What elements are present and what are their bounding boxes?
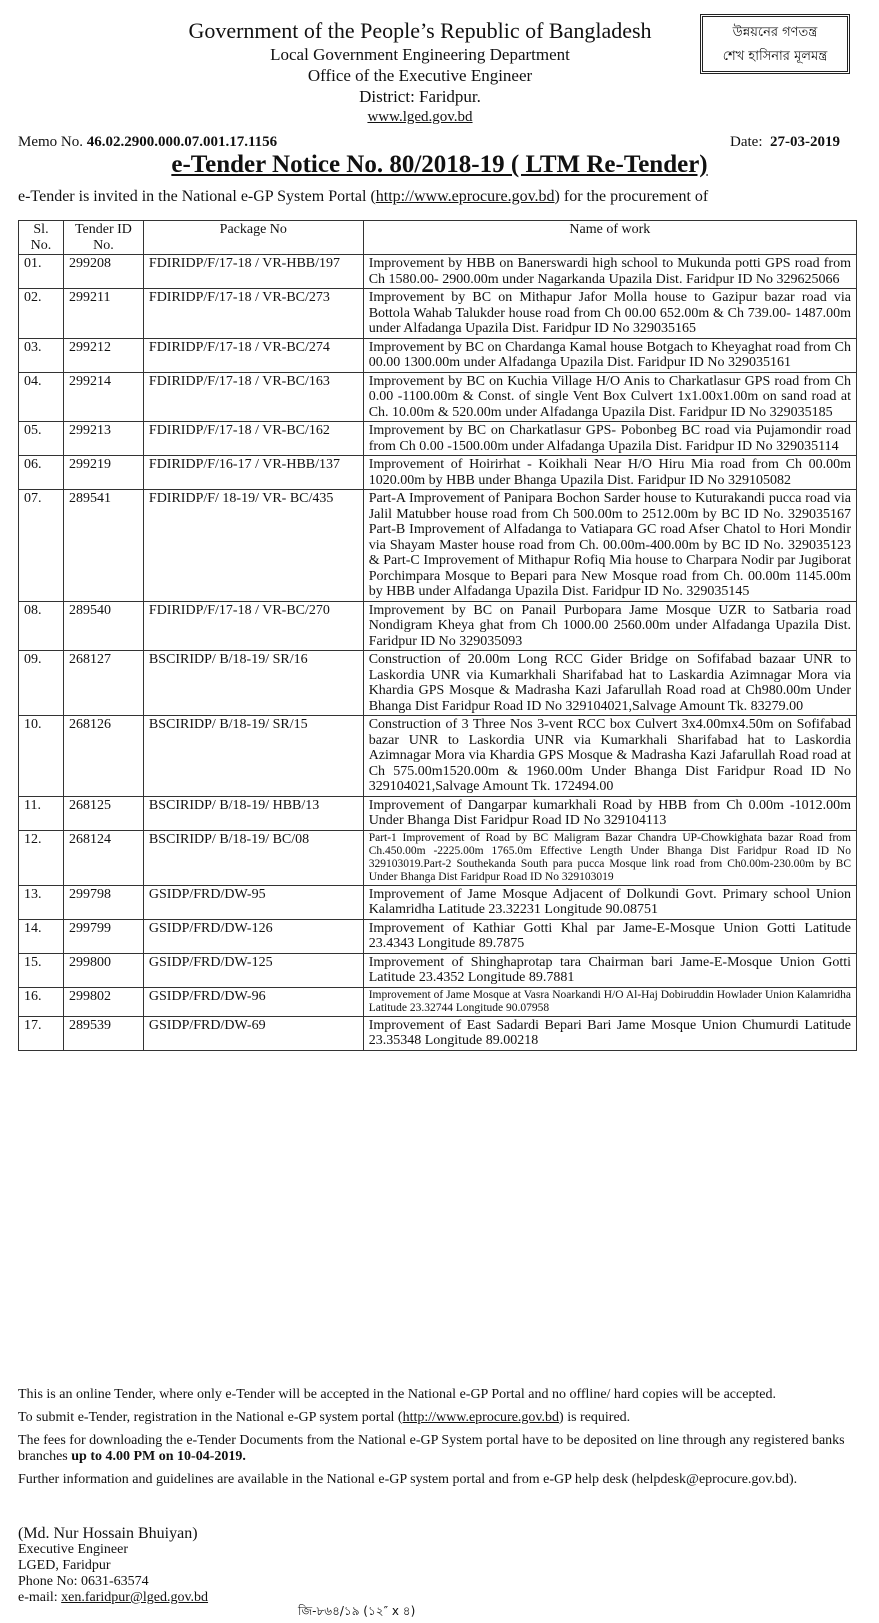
cell-sl: 15. xyxy=(19,953,64,987)
cell-package: BSCIRIDP/ B/18-19/ SR/16 xyxy=(143,651,363,716)
slogan-line-2: শেখ হাসিনার মূলমন্ত্র xyxy=(722,49,828,64)
cell-sl: 05. xyxy=(19,422,64,456)
cell-package: GSIDP/FRD/DW-95 xyxy=(143,885,363,919)
note-fees xyxy=(18,1433,858,1465)
cell-tender-id: 268127 xyxy=(63,651,143,716)
table-row xyxy=(19,830,857,885)
cell-work: Improvement of East Sadardi Bepari Bari Jame Mosque Union Chumurdi Latitude 23.35348 Longitude 89.00218 xyxy=(363,1016,856,1050)
cell-work: Part-1 Improvement of Road by BC Maligram Bazar Chandra UP-Chowkighata bazar Road from Ch.450.00m -2225.00m 1765.0m Effective Length Under Bhanga Dist Faridpur Road ID No 329103019.Part-2 Southekanda South para pucca Mosque link road from Ch0.00m-230.00m by BC Under Bhanga Dist Faridpur Road ID No 329103019 xyxy=(363,830,856,885)
cell-tender-id: 289540 xyxy=(63,601,143,651)
note-registration-after: ) is required. xyxy=(559,1410,631,1425)
cell-tender-id: 299219 xyxy=(63,456,143,490)
cell-tender-id: 299798 xyxy=(63,885,143,919)
cell-work: Improvement by BC on Chardanga Kamal house Botgach to Kheyaghat road from Ch 00.00 1300.00m under Alfadanga Upazila Dist. Faridpur ID No 329035161 xyxy=(363,338,856,372)
signatory-office: LGED, Faridpur xyxy=(18,1558,111,1573)
cell-tender-id: 268126 xyxy=(63,716,143,797)
cell-sl: 12. xyxy=(19,830,64,885)
cell-tender-id: 299800 xyxy=(63,953,143,987)
cell-work: Improvement by BC on Kuchia Village H/O Anis to Charkatlasur GPS road from Ch 0.00 -1100.00m & Const. of single Vent Box Culvert 1x1.00x1.00m on sand road at Ch. 10.00m & 520.00m under Alfadanga Upazila Dist. Faridpur ID No 329035185 xyxy=(363,372,856,422)
intro-after: ) for the procurement of xyxy=(554,188,709,205)
cell-package: FDIRIDP/F/17-18 / VR-BC/273 xyxy=(143,289,363,339)
cell-work: Improvement of Jame Mosque at Vasra Noarkandi H/O Al-Haj Dobiruddin Howlader Union Kalamridha Latitude 23.32744 Longitude 90.07958 xyxy=(363,987,856,1016)
table-row xyxy=(19,601,857,651)
cell-work: Construction of 20.00m Long RCC Gider Bridge on Sofifabad bazaar UNR to Laskordia UNR via Kumarkhali Sharifabad hat to Laskardia Azimnagar Mora via Khardia GPS Mosque & Madrasha Kazi Jafarullah Road road at Ch980.00m Under Bhanga Dist Faridpur Road ID No 329104021,Salvage Amount Tk. 83279.00 xyxy=(363,651,856,716)
cell-sl: 01. xyxy=(19,255,64,289)
registration-link[interactable]: http://www.eprocure.gov.bd xyxy=(402,1410,560,1425)
note-helpdesk: Further information and guidelines are available in the National e-GP system portal and from e-GP help desk (helpdesk@eprocure.gov.bd). xyxy=(18,1472,798,1487)
table-header-row xyxy=(19,221,857,255)
signatory-phone: Phone No: 0631-63574 xyxy=(18,1574,149,1589)
office-name: Office of the Executive Engineer xyxy=(307,66,533,85)
department-name: Local Government Engineering Department xyxy=(270,45,570,64)
table-row xyxy=(19,338,857,372)
cell-package: GSIDP/FRD/DW-69 xyxy=(143,1016,363,1050)
table-row xyxy=(19,490,857,602)
cell-sl: 03. xyxy=(19,338,64,372)
cell-work: Improvement of Kathiar Gotti Khal par Jame-E-Mosque Union Gotti Latitude 23.4343 Longitude 89.7875 xyxy=(363,919,856,953)
memo-value: 46.02.2900.000.07.001.17.1156 xyxy=(86,134,278,150)
table-row xyxy=(19,372,857,422)
table-row xyxy=(19,651,857,716)
table-row xyxy=(19,1016,857,1050)
cell-work: Improvement of Hoirirhat - Koikhali Near H/O Hiru Mia road from Ch 00.00m 1020.00m by HBB under Bhanga Upazila Dist. Faridpur ID No 329105082 xyxy=(363,456,856,490)
cell-sl: 11. xyxy=(19,796,64,830)
table-row xyxy=(19,953,857,987)
cell-sl: 04. xyxy=(19,372,64,422)
intro-before: e-Tender is invited in the National e-GP System Portal ( xyxy=(18,188,376,205)
cell-package: FDIRIDP/F/17-18 / VR-BC/162 xyxy=(143,422,363,456)
col-header-tender-id: Tender ID No. xyxy=(63,221,143,255)
cell-tender-id: 268125 xyxy=(63,796,143,830)
note-fees-text: The fees for downloading the e-Tender Documents from the National e-GP System portal have to be deposited on line through any registered banks branches xyxy=(18,1433,845,1464)
cell-tender-id: 299799 xyxy=(63,919,143,953)
table-body xyxy=(19,255,857,1051)
cell-sl: 17. xyxy=(19,1016,64,1050)
table-row xyxy=(19,796,857,830)
cell-sl: 02. xyxy=(19,289,64,339)
table-row xyxy=(19,987,857,1016)
cell-work: Improvement of Shinghaprotap tara Chairman bari Jame-E-Mosque Union Gotti Latitude 23.4352 Longitude 89.7881 xyxy=(363,953,856,987)
note-registration xyxy=(18,1410,858,1426)
email-label: e-mail: xyxy=(18,1590,62,1605)
cell-sl: 06. xyxy=(19,456,64,490)
cell-package: FDIRIDP/F/ 18-19/ VR- BC/435 xyxy=(143,490,363,602)
cell-work: Improvement of Jame Mosque Adjacent of Dolkundi Govt. Primary school Union Kalamridha Latitude 23.32231 Longitude 90.08751 xyxy=(363,885,856,919)
signatory-name: (Md. Nur Hossain Bhuiyan) xyxy=(18,1525,198,1542)
government-title: Government of the People’s Republic of Bangladesh xyxy=(188,18,652,43)
advertisement-code: জি-৮৬৪/১৯ (১২″ x ৪) xyxy=(298,1604,416,1618)
note-fees-deadline: up to 4.00 PM on 10-04-2019. xyxy=(71,1449,246,1464)
cell-tender-id: 299212 xyxy=(63,338,143,372)
cell-sl: 07. xyxy=(19,490,64,602)
slogan-line-1: উন্নয়নের গণতন্ত্র xyxy=(732,25,818,40)
signatory-email-line xyxy=(18,1590,318,1606)
table-row xyxy=(19,716,857,797)
district-name: District: Faridpur. xyxy=(359,87,481,106)
cell-package: GSIDP/FRD/DW-126 xyxy=(143,919,363,953)
cell-tender-id: 299211 xyxy=(63,289,143,339)
cell-package: FDIRIDP/F/17-18 / VR-HBB/197 xyxy=(143,255,363,289)
date-value: 27-03-2019 xyxy=(770,134,840,150)
cell-sl: 16. xyxy=(19,987,64,1016)
note-registration-before: To submit e-Tender, registration in the National e-GP system portal ( xyxy=(18,1410,403,1425)
signatory-email[interactable]: xen.faridpur@lged.gov.bd xyxy=(61,1590,209,1605)
table-row xyxy=(19,289,857,339)
cell-package: GSIDP/FRD/DW-96 xyxy=(143,987,363,1016)
cell-tender-id: 268124 xyxy=(63,830,143,885)
cell-tender-id: 299214 xyxy=(63,372,143,422)
cell-sl: 10. xyxy=(19,716,64,797)
table-row xyxy=(19,422,857,456)
cell-work: Construction of 3 Three Nos 3-vent RCC box Culvert 3x4.00mx4.50m on Sofifabad bazar UNR to Laskordia UNR via Kumarkhali Sharifabad hat to Laskordia Azimnagar Mora via Khardia GPS Mosque & Madrasha Kazi Jafarullah Road road at Ch 575.00m1520.00m & 1960.00m Under Bhanga Dist Faridpur Road ID No 329104021,Salvage Amount Tk. 172494.00 xyxy=(363,716,856,797)
signature-block xyxy=(18,1526,318,1606)
cell-tender-id: 299802 xyxy=(63,987,143,1016)
memo-number xyxy=(18,134,277,151)
cell-package: FDIRIDP/F/17-18 / VR-BC/270 xyxy=(143,601,363,651)
tender-notes xyxy=(18,1387,858,1495)
table-row xyxy=(19,885,857,919)
table-row xyxy=(19,919,857,953)
col-header-work: Name of work xyxy=(363,221,856,255)
cell-tender-id: 299213 xyxy=(63,422,143,456)
cell-work: Improvement by BC on Charkatlasur GPS- Pobonbeg BC road via Pujamondir road from Ch 0.00 -1500.00m under Alfadanga Upazila Dist. Faridpur ID No 329035114 xyxy=(363,422,856,456)
cell-package: FDIRIDP/F/16-17 / VR-HBB/137 xyxy=(143,456,363,490)
cell-package: GSIDP/FRD/DW-125 xyxy=(143,953,363,987)
cell-tender-id: 289539 xyxy=(63,1016,143,1050)
signatory-designation: Executive Engineer xyxy=(18,1542,129,1557)
cell-package: BSCIRIDP/ B/18-19/ SR/15 xyxy=(143,716,363,797)
website-link[interactable]: www.lged.gov.bd xyxy=(367,109,473,125)
col-header-sl: Sl. No. xyxy=(19,221,64,255)
cell-work: Improvement of Dangarpar kumarkhali Road by HBB from Ch 0.00m -1012.00m Under Bhanga Dist Faridpur Road ID No 329104113 xyxy=(363,796,856,830)
eprocure-link[interactable]: http://www.eprocure.gov.bd xyxy=(375,188,555,205)
cell-package: FDIRIDP/F/17-18 / VR-BC/274 xyxy=(143,338,363,372)
table-row xyxy=(19,255,857,289)
intro-text xyxy=(18,188,858,206)
slogan-box xyxy=(700,14,850,74)
cell-tender-id: 299208 xyxy=(63,255,143,289)
table-row xyxy=(19,456,857,490)
cell-work: Improvement by BC on Panail Purbopara Jame Mosque UZR to Satbaria road Nondigram Kheya ghat from Ch 1000.00 2560.00m under Alfadanga Upazila Dist. Faridpur ID No 329035093 xyxy=(363,601,856,651)
cell-work: Improvement by HBB on Banerswardi high school to Mukunda potti GPS road from Ch 1580.00- 2900.00m under Nagarkanda Upazila Dist. Faridpur ID No 329625066 xyxy=(363,255,856,289)
notice-title: e-Tender Notice No. 80/2018-19 ( LTM Re-Tender) xyxy=(171,151,708,178)
date-label: Date: xyxy=(730,134,763,150)
cell-package: BSCIRIDP/ B/18-19/ HBB/13 xyxy=(143,796,363,830)
cell-package: BSCIRIDP/ B/18-19/ BC/08 xyxy=(143,830,363,885)
cell-work: Improvement by BC on Mithapur Jafor Molla house to Gazipur bazar road via Bottola Wahab Talukder house road from Ch 00.00 652.00m & Ch 739.00- 1487.00m under Alfadanga Upazila Dist. Faridpur ID No 329035165 xyxy=(363,289,856,339)
cell-package: FDIRIDP/F/17-18 / VR-BC/163 xyxy=(143,372,363,422)
cell-sl: 14. xyxy=(19,919,64,953)
cell-sl: 13. xyxy=(19,885,64,919)
memo-label: Memo No. xyxy=(18,134,83,150)
cell-sl: 08. xyxy=(19,601,64,651)
cell-tender-id: 289541 xyxy=(63,490,143,602)
tender-table xyxy=(18,220,857,1051)
notice-date xyxy=(730,134,840,151)
cell-work: Part-A Improvement of Panipara Bochon Sarder house to Kuturakandi pucca road via Jalil Matubber house road from Ch 500.00m to 2512.00m by BC ID No. 329035167 Part-B Improvement of Alfadanga to Vatiapara GC road Afser Chatol to Hori Mondir via Shayam Master house road from Ch. 00.00m-400.00m by BC ID No. 329035123 & Part-C Improvement of Mithapur Rofiq Mia house to Charpara Nodir par Jugiborat Porchimpara Mosque to Bepari para New Mosque road from Ch. 00.00m 1145.00m by HBB under Alfadanga Upazila Dist. Faridpur ID No. 329035145 xyxy=(363,490,856,602)
office-header xyxy=(150,18,690,128)
note-online-only: This is an online Tender, where only e-Tender will be accepted in the National e-GP Portal and no offline/ hard copies will be accepted. xyxy=(18,1387,777,1402)
cell-sl: 09. xyxy=(19,651,64,716)
col-header-package: Package No xyxy=(143,221,363,255)
